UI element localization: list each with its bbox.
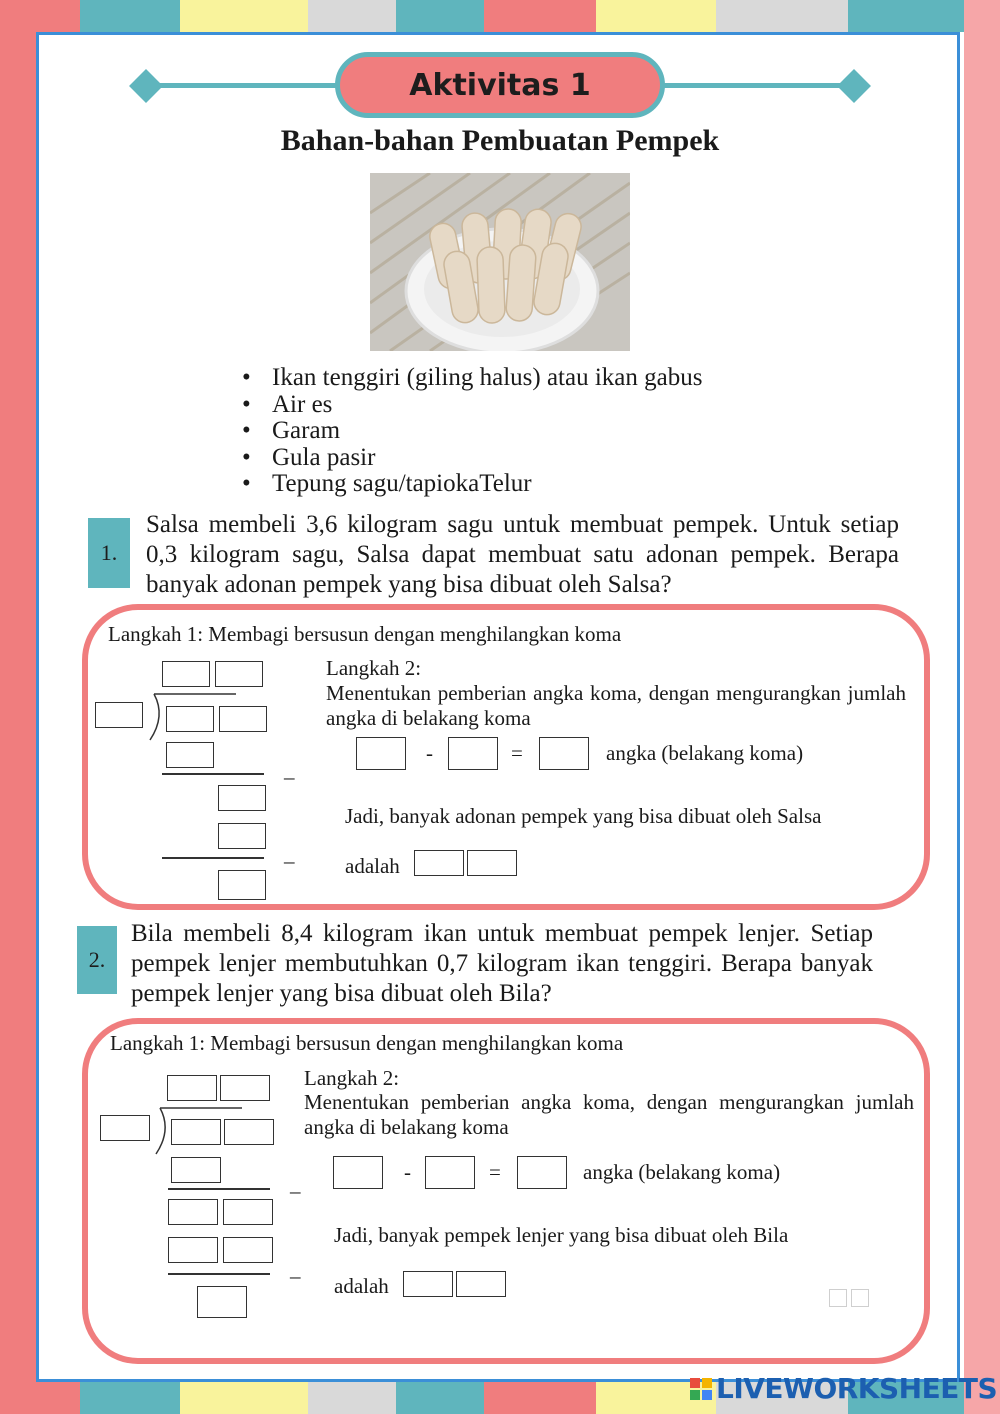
q1-sub1-minus: _	[284, 758, 295, 782]
q2-koma-box-a[interactable]	[333, 1156, 383, 1189]
question-2-text: Bila membeli 8,4 kilogram ikan untuk membuat pempek lenjer. Setiap pempek lenjer membutuhkan 0,7 kilogram ikan tenggiri. Berapa banyak pempek lenjer yang bisa dibuat oleh Bila?	[131, 920, 873, 1007]
right-edge-stripe	[964, 0, 1000, 1414]
q1-dividend-box-2[interactable]	[219, 706, 267, 732]
title-line-right	[660, 83, 860, 88]
q1-minus-sign: -	[426, 741, 433, 765]
faint-box-2[interactable]	[851, 1289, 869, 1307]
q1-step2-title: Langkah 2:	[326, 656, 422, 680]
q1-step2-text: Menentukan pemberian angka koma, dengan mengurangkan jumlah angka di belakang koma	[326, 681, 906, 730]
q2-minus-sign: -	[404, 1160, 411, 1184]
q1-quotient-box-2[interactable]	[215, 661, 263, 687]
q2-remainder-box-1[interactable]	[168, 1199, 218, 1225]
q1-answer-label: adalah	[345, 854, 400, 878]
question-1-text: Salsa membeli 3,6 kilogram sagu untuk membuat pempek. Untuk setiap 0,3 kilogram sagu, Salsa dapat membuat satu adonan pempek. Berapa banyak adonan pempek yang bisa dibuat oleh Salsa?	[146, 511, 899, 598]
q2-sub2-box-2[interactable]	[223, 1237, 273, 1263]
q1-answer-box-2[interactable]	[467, 850, 517, 876]
q2-koma-label: angka (belakang koma)	[583, 1160, 781, 1184]
q1-koma-label: angka (belakang koma)	[606, 741, 804, 765]
stripe-seg	[716, 0, 848, 32]
q2-divisor-box[interactable]	[100, 1115, 150, 1141]
q2-sub2-minus: _	[290, 1257, 301, 1281]
q2-sub1-line	[168, 1188, 270, 1190]
list-item: • Air es	[242, 392, 702, 419]
q2-dividend-box-1[interactable]	[171, 1119, 221, 1145]
question-2-number	[77, 926, 117, 994]
q2-answer-box-1[interactable]	[403, 1271, 453, 1297]
liveworksheets-logo-icon	[690, 1378, 712, 1400]
pempek-photo-icon	[370, 173, 630, 351]
faint-box-1[interactable]	[829, 1289, 847, 1307]
q1-equals-sign: =	[511, 741, 523, 765]
q1-sub1-line	[162, 773, 264, 775]
q2-answer-label: adalah	[334, 1274, 389, 1298]
q1-quotient-box-1[interactable]	[162, 661, 210, 687]
watermark-text: LIVEWORKSHEETS	[716, 1372, 998, 1405]
list-item: • Ikan tenggiri (giling halus) atau ikan gabus	[242, 365, 702, 392]
q1-conclusion: Jadi, banyak adonan pempek yang bisa dibuat oleh Salsa	[345, 804, 822, 828]
q1-sub2-line	[162, 857, 264, 859]
stripe-seg	[396, 0, 484, 32]
page-title: Bahan-bahan Pembuatan Pempek	[280, 124, 720, 157]
watermark[interactable]	[716, 1372, 997, 1405]
q1-divisor-box[interactable]	[95, 702, 143, 728]
activity-badge-text: Aktivitas 1	[409, 67, 591, 103]
q2-sub1-box[interactable]	[171, 1157, 221, 1183]
title-line-left	[140, 83, 340, 88]
q1-koma-box-b[interactable]	[448, 737, 498, 770]
stripe-seg	[80, 0, 180, 32]
question-1-number	[88, 518, 130, 588]
q1-remainder-box[interactable]	[218, 785, 266, 811]
q2-koma-box-b[interactable]	[425, 1156, 475, 1189]
question-2-number-text: 2.	[88, 947, 106, 972]
q2-quotient-box-1[interactable]	[167, 1075, 217, 1101]
q1-sub2-minus: _	[284, 842, 295, 866]
q2-conclusion: Jadi, banyak pempek lenjer yang bisa dibuat oleh Bila	[334, 1223, 789, 1247]
activity-badge	[335, 52, 665, 118]
stripe-seg	[308, 0, 396, 32]
q1-final-box[interactable]	[218, 870, 266, 900]
pempek-photo	[370, 173, 630, 351]
q2-koma-box-result[interactable]	[517, 1156, 567, 1189]
stripe-seg	[180, 0, 308, 32]
q1-dividend-box-1[interactable]	[166, 706, 214, 732]
q2-quotient-box-2[interactable]	[220, 1075, 270, 1101]
q2-step2-title: Langkah 2:	[304, 1066, 400, 1090]
stripe-seg	[848, 0, 964, 32]
q2-final-box[interactable]	[197, 1286, 247, 1318]
stripe-seg	[308, 1382, 396, 1414]
question-1-number-text: 1.	[100, 540, 118, 565]
left-edge-stripe	[0, 0, 36, 1414]
q2-step2-text: Menentukan pemberian angka koma, dengan mengurangkan jumlah angka di belakang koma	[304, 1090, 914, 1139]
q2-sub1-minus: _	[290, 1172, 301, 1196]
stripe-seg	[484, 0, 596, 32]
q2-step1-label: Langkah 1: Membagi bersusun dengan menghilangkan koma	[110, 1031, 624, 1055]
q2-sub2-line	[168, 1273, 270, 1275]
stripe-seg	[484, 1382, 596, 1414]
q2-dividend-box-2[interactable]	[224, 1119, 274, 1145]
q1-answer-box-1[interactable]	[414, 850, 464, 876]
q1-koma-box-result[interactable]	[539, 737, 589, 770]
q1-sub2-box[interactable]	[218, 823, 266, 849]
stripe-seg	[80, 1382, 180, 1414]
q1-step1-label: Langkah 1: Membagi bersusun dengan menghilangkan koma	[108, 622, 622, 646]
q2-answer-box-2[interactable]	[456, 1271, 506, 1297]
stripe-seg	[180, 1382, 308, 1414]
list-item: • Tepung sagu/tapiokaTelur	[242, 471, 702, 498]
q2-equals-sign: =	[489, 1160, 501, 1184]
q1-sub1-box[interactable]	[166, 742, 214, 768]
stripe-seg	[36, 1382, 80, 1414]
stripe-seg	[36, 0, 80, 32]
q2-remainder-box-2[interactable]	[223, 1199, 273, 1225]
stripe-seg	[596, 0, 716, 32]
stripe-seg	[396, 1382, 484, 1414]
q1-koma-box-a[interactable]	[356, 737, 406, 770]
q2-sub2-box-1[interactable]	[168, 1237, 218, 1263]
ingredients-list	[242, 365, 702, 498]
list-item: • Gula pasir	[242, 445, 702, 472]
list-item: • Garam	[242, 418, 702, 445]
